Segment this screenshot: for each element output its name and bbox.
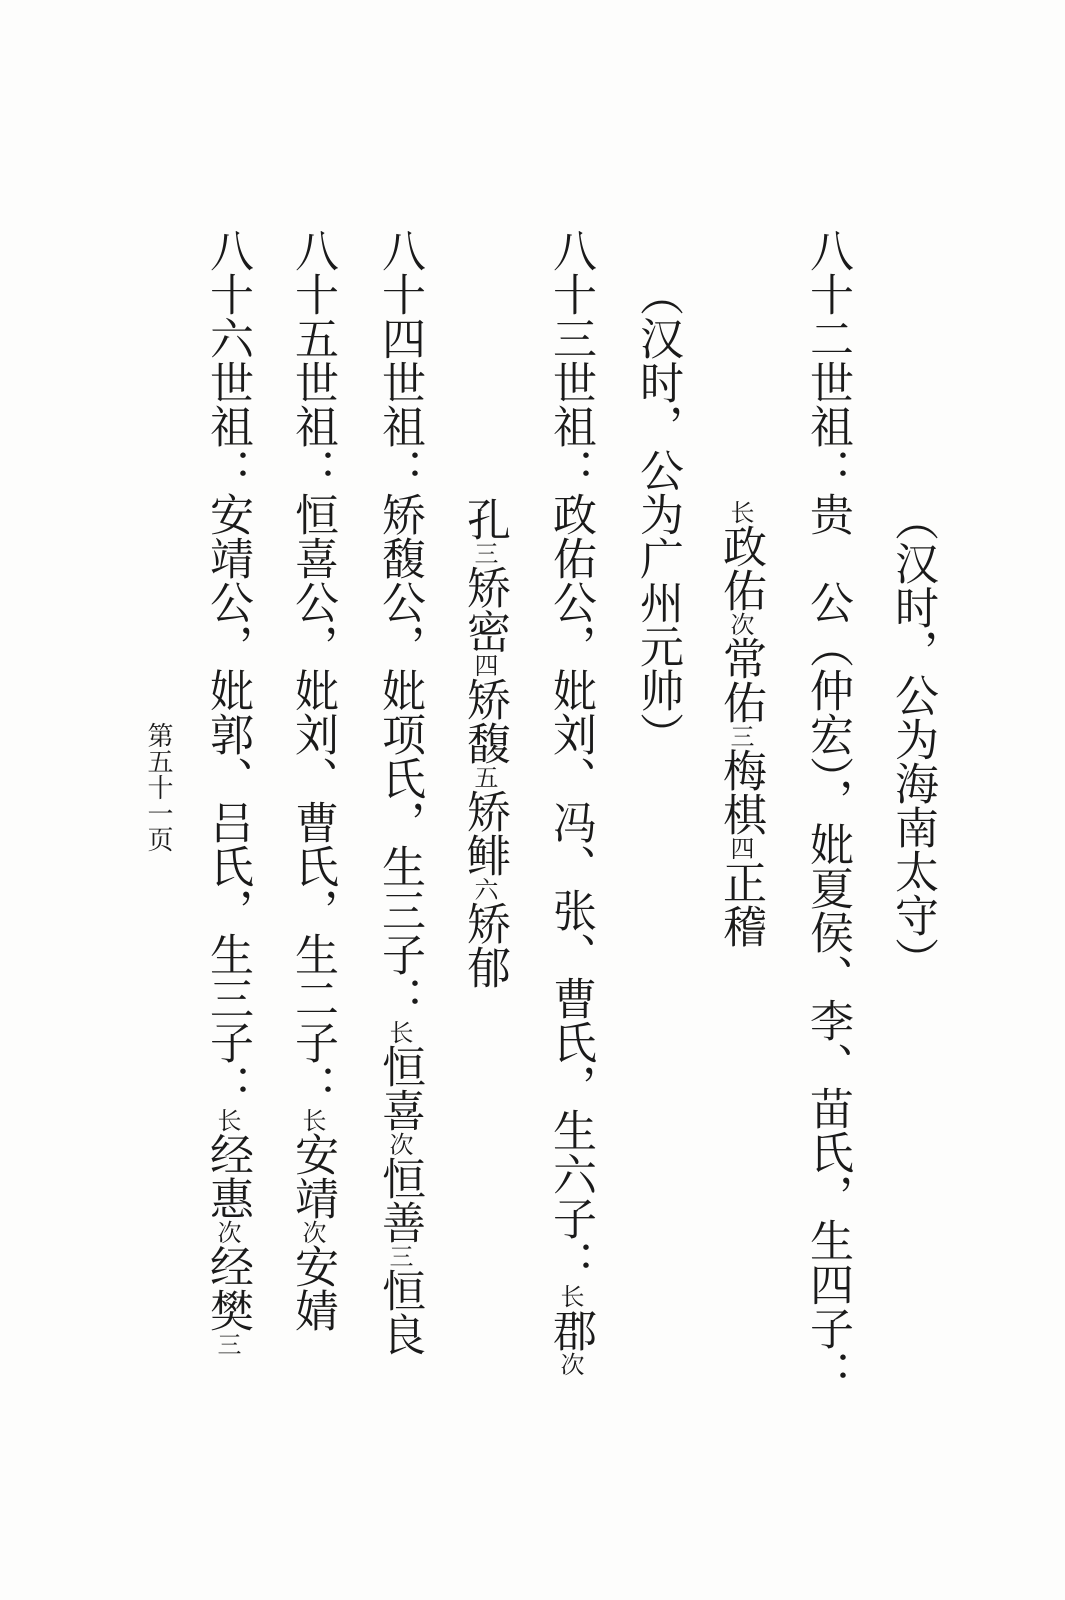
text-segment: 矫密 xyxy=(459,565,510,653)
ordinal-marker: 次 xyxy=(298,1220,326,1244)
text-segment: 安婧 xyxy=(287,1244,338,1332)
text-segment: 孔 xyxy=(459,497,510,541)
ordinal-marker: 四 xyxy=(726,836,754,860)
ordinal-marker: 五 xyxy=(470,765,498,789)
generation-85-column xyxy=(287,228,338,1332)
ordinal-marker: 次 xyxy=(385,1132,413,1156)
text-segment: 郡 xyxy=(545,1308,596,1352)
generation-86-column xyxy=(202,228,253,1356)
text-segment: 恒喜 xyxy=(374,1044,425,1132)
note-column-guangzhou: （汉时，公为广州元帅） xyxy=(632,272,683,756)
text-segment: 安靖 xyxy=(287,1132,338,1220)
ordinal-marker: 六 xyxy=(470,877,498,901)
generation-82-sons-column xyxy=(715,500,766,948)
ordinal-marker: 四 xyxy=(470,653,498,677)
generation-83-sons-column xyxy=(459,497,510,989)
note-column-hainan: （汉时，公为海南太守） xyxy=(887,497,938,981)
text-segment: 矫馥 xyxy=(459,677,510,765)
ordinal-marker: 三 xyxy=(385,1244,413,1268)
ordinal-marker: 三 xyxy=(470,541,498,565)
generation-83-column xyxy=(545,228,596,1376)
ordinal-marker: 长 xyxy=(213,1108,241,1132)
text-segment: 常佑 xyxy=(715,636,766,724)
text-segment: 矫郁 xyxy=(459,901,510,989)
text-segment: 经樊 xyxy=(202,1244,253,1332)
text-segment: 矫鲱 xyxy=(459,789,510,877)
text-segment: 八十三世祖：政佑公，妣刘、冯、张、曹氏，生六子： xyxy=(545,228,596,1284)
page-number: 第五十一页 xyxy=(143,722,173,852)
text-segment: 正稽 xyxy=(715,860,766,948)
ordinal-marker: 次 xyxy=(726,612,754,636)
text-segment: 恒善 xyxy=(374,1156,425,1244)
ordinal-marker: 次 xyxy=(213,1220,241,1244)
text-segment: 梅棋 xyxy=(715,748,766,836)
ordinal-marker: 三 xyxy=(213,1332,241,1356)
ordinal-marker: 三 xyxy=(726,724,754,748)
generation-84-column xyxy=(374,228,425,1356)
generation-82-column: 八十二世祖：贵 公（仲宏），妣夏侯、李、苗氏，生四子： xyxy=(802,228,853,1394)
text-segment: 八十四世祖：矫馥公，妣项氏，生三子： xyxy=(374,228,425,1020)
ordinal-marker: 长 xyxy=(556,1284,584,1308)
text-segment: 恒良 xyxy=(374,1268,425,1356)
text-segment: 八十六世祖：安靖公，妣郭、吕氏，生三子： xyxy=(202,228,253,1108)
ordinal-marker: 长 xyxy=(726,500,754,524)
ordinal-marker: 长 xyxy=(298,1108,326,1132)
text-segment: 经惠 xyxy=(202,1132,253,1220)
text-segment: 政佑 xyxy=(715,524,766,612)
ordinal-marker: 长 xyxy=(385,1020,413,1044)
text-segment: 八十五世祖：恒喜公，妣刘、曹氏，生二子： xyxy=(287,228,338,1108)
ordinal-marker: 次 xyxy=(556,1352,584,1376)
